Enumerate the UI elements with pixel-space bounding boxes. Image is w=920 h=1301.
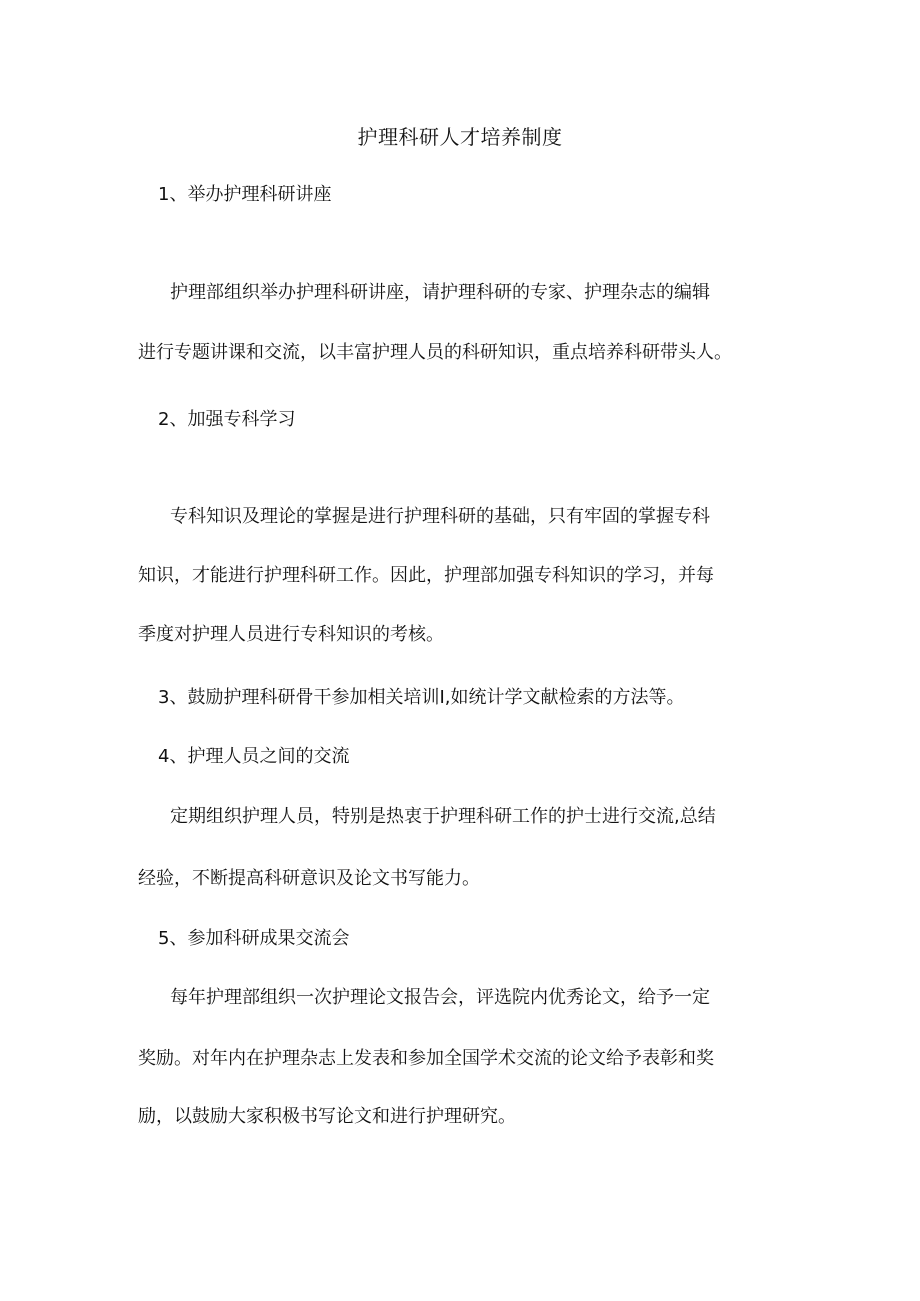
document-title: 护理科研人才培养制度 — [357, 125, 563, 149]
section-5-line-3: 励，以鼓励大家积极书写论文和进行护理研究。 — [138, 1106, 516, 1127]
section-2-heading: 2、加强专科学习 — [158, 409, 296, 430]
section-2-line-2: 知识，才能进行护理科研工作。因此，护理部加强专科知识的学习，并每 — [138, 565, 714, 586]
section-5-line-1: 每年护理部组织一次护理论文报告会，评选院内优秀论文，给予一定 — [170, 987, 710, 1008]
section-2-line-3: 季度对护理人员进行专科知识的考核。 — [138, 624, 444, 645]
section-4-line-2: 经验，不断提高科研意识及论文书写能力。 — [138, 868, 480, 889]
section-3-heading: 3、鼓励护理科研骨干参加相关培训I,如统计学文献检索的方法等。 — [158, 687, 685, 708]
section-4-line-1: 定期组织护理人员，特别是热衷于护理科研工作的护士进行交流,总结 — [170, 806, 716, 827]
section-1-heading: 1、举办护理科研讲座 — [158, 184, 332, 205]
section-5-line-2: 奖励。对年内在护理杂志上发表和参加全国学术交流的论文给予表彰和奖 — [138, 1048, 714, 1069]
section-4-heading: 4、护理人员之间的交流 — [158, 746, 350, 767]
section-1-line-1: 护理部组织举办护理科研讲座，请护理科研的专家、护理杂志的编辑 — [170, 282, 710, 303]
section-5-heading: 5、参加科研成果交流会 — [158, 928, 350, 949]
section-1-line-2: 进行专题讲课和交流，以丰富护理人员的科研知识，重点培养科研带头人。 — [138, 342, 732, 363]
section-2-line-1: 专科知识及理论的掌握是进行护理科研的基础，只有牢固的掌握专科 — [170, 506, 710, 527]
